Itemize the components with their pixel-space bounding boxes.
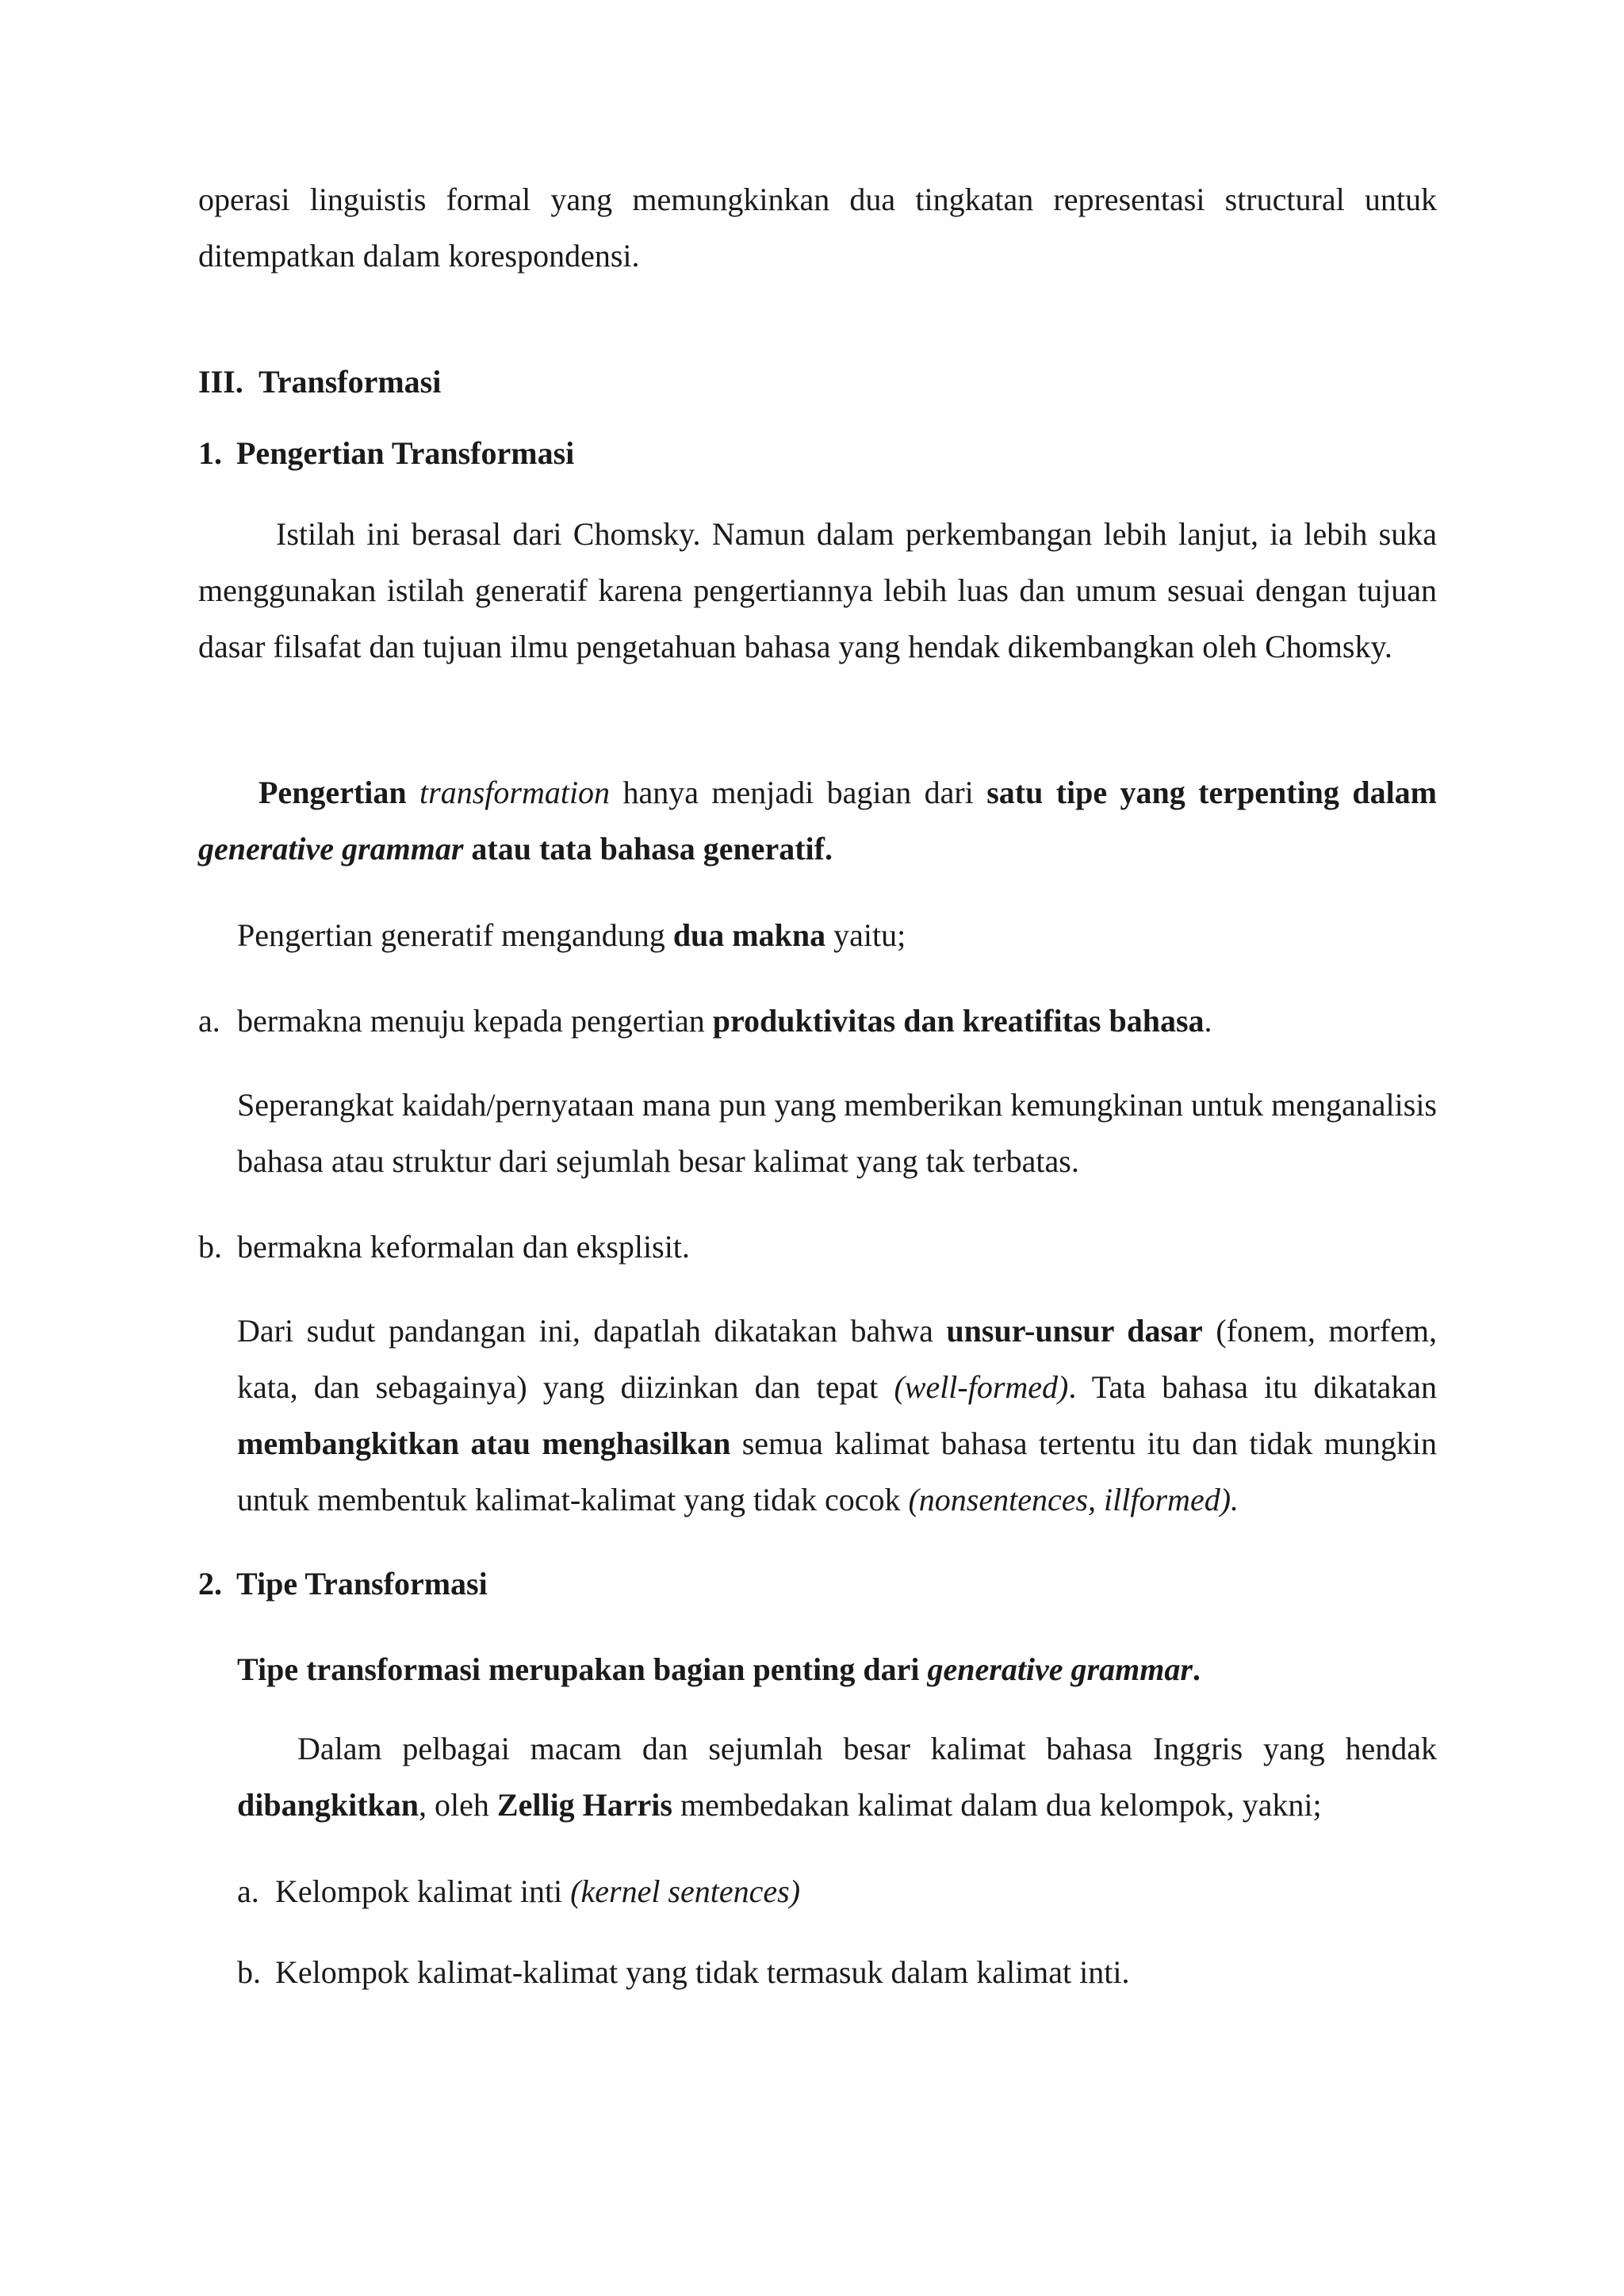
subsection-1-title: Pengertian Transformasi <box>236 435 575 471</box>
paragraph-transformation <box>198 764 1437 877</box>
section-number: III. <box>198 364 243 400</box>
item-a-text-2: . <box>1204 1003 1212 1039</box>
group-a-text-1: Kelompok kalimat inti <box>275 1873 563 1909</box>
intro-text: operasi linguistis formal yang memungkinkan dua tingkatan representasi structural untuk ditempatkan dalam korespondensi. <box>198 182 1437 274</box>
item-b-desc-bold-1: unsur-unsur dasar <box>946 1313 1203 1349</box>
sentence-group-b <box>237 1944 1476 2000</box>
subsection-1-heading <box>198 425 1437 481</box>
p3-text-1: Pengertian generatif mengandung <box>237 917 665 953</box>
item-b-text: bermakna keformalan dan eksplisit. <box>237 1229 690 1265</box>
p2-bold-3: atau tata bahasa generatif. <box>471 831 833 867</box>
sentence-group-b-label: b. <box>237 1954 261 1990</box>
item-b-desc-text-3: . Tata bahasa itu dikatakan <box>1068 1369 1438 1405</box>
subsection-2-heading <box>198 1556 1437 1612</box>
item-a-bold-1: produktivitas dan kreatifitas bahasa <box>712 1003 1205 1039</box>
subsection-2-number: 2. <box>198 1566 222 1601</box>
sentence-group-a <box>237 1863 1476 1919</box>
meaning-item-b-label: b. <box>198 1229 222 1265</box>
p5-text-1: Dalam pelbagai macam dan sejumlah besar kalimat bahasa Inggris yang hendak <box>297 1731 1437 1766</box>
p4-bold-italic-1: generative grammar <box>927 1651 1193 1687</box>
paragraph-chomsky-text: Istilah ini berasal dari Chomsky. Namun dalam perkembangan lebih lanjut, ia lebih suka menggunakan istilah generatif karena pengertiannya lebih luas dan umum sesuai dengan tujuan dasar filsafat dan tujuan ilmu pengetahuan bahasa yang hendak dikembangkan oleh Chomsky. <box>198 516 1437 664</box>
p5-bold-2: Zellig Harris <box>496 1787 672 1823</box>
p5-text-2: , oleh <box>419 1787 489 1823</box>
p2-italic-2: generative grammar <box>198 831 464 867</box>
item-b-desc-italic-2: (nonsentences, illformed). <box>908 1482 1239 1517</box>
item-b-desc-bold-2: membangkitkan atau menghasilkan <box>237 1425 731 1461</box>
item-a-description-text: Seperangkat kaidah/pernyataan mana pun yang memberikan kemungkinan untuk menganalisis bahasa atau struktur dari sejumlah besar kalimat yang tak terbatas. <box>237 1087 1437 1179</box>
p4-bold-1: Tipe transformasi merupakan bagian penting dari <box>237 1651 920 1687</box>
paragraph-zellig-harris <box>237 1720 1437 1833</box>
p2-bold-2: satu tipe yang terpenting dalam <box>986 775 1437 810</box>
p2-italic-1: transformation <box>419 775 611 810</box>
meaning-item-a <box>198 993 1437 1049</box>
item-a-text-1: bermakna menuju kepada pengertian <box>237 1003 705 1039</box>
p3-text-2: yaitu; <box>833 917 906 953</box>
item-b-desc-text-1: Dari sudut pandangan ini, dapatlah dikatakan bahwa <box>237 1313 933 1349</box>
group-b-text: Kelompok kalimat-kalimat yang tidak termasuk dalam kalimat inti. <box>275 1954 1130 1990</box>
p5-text-3: membedakan kalimat dalam dua kelompok, yakni; <box>680 1787 1322 1823</box>
section-title: Transformasi <box>258 364 442 400</box>
sentence-group-a-label: a. <box>237 1873 259 1909</box>
subsection-2-title: Tipe Transformasi <box>236 1566 488 1601</box>
p3-bold-1: dua makna <box>672 917 826 953</box>
meaning-item-a-label: a. <box>198 1003 220 1039</box>
subsection-1-number: 1. <box>198 435 222 471</box>
meaning-item-a-description <box>237 1077 1437 1189</box>
meaning-item-b-description <box>237 1303 1437 1528</box>
p4-bold-2: . <box>1192 1651 1201 1687</box>
item-b-desc-text-2: (fonem, morfem, kata, dan sebagainya) yang diizinkan dan tepat <box>237 1313 1438 1405</box>
group-a-italic-1: (kernel sentences) <box>570 1873 801 1909</box>
p2-text-1: hanya menjadi bagian dari <box>622 775 974 810</box>
paragraph-chomsky <box>198 506 1437 675</box>
paragraph-type-importance <box>237 1641 1476 1697</box>
p5-bold-1: dibangkitkan <box>237 1787 419 1823</box>
item-b-desc-text-4: semua kalimat bahasa tertentu itu dan tidak mungkin untuk membentuk kalimat-kalimat yang tidak cocok <box>237 1425 1437 1517</box>
meaning-item-b <box>198 1219 1437 1275</box>
p2-bold-1: Pengertian <box>259 775 407 810</box>
section-heading <box>198 354 1437 410</box>
intro-paragraph <box>198 171 1437 284</box>
item-b-desc-italic-1: (well-formed) <box>894 1369 1069 1405</box>
paragraph-two-meanings <box>237 907 1476 963</box>
